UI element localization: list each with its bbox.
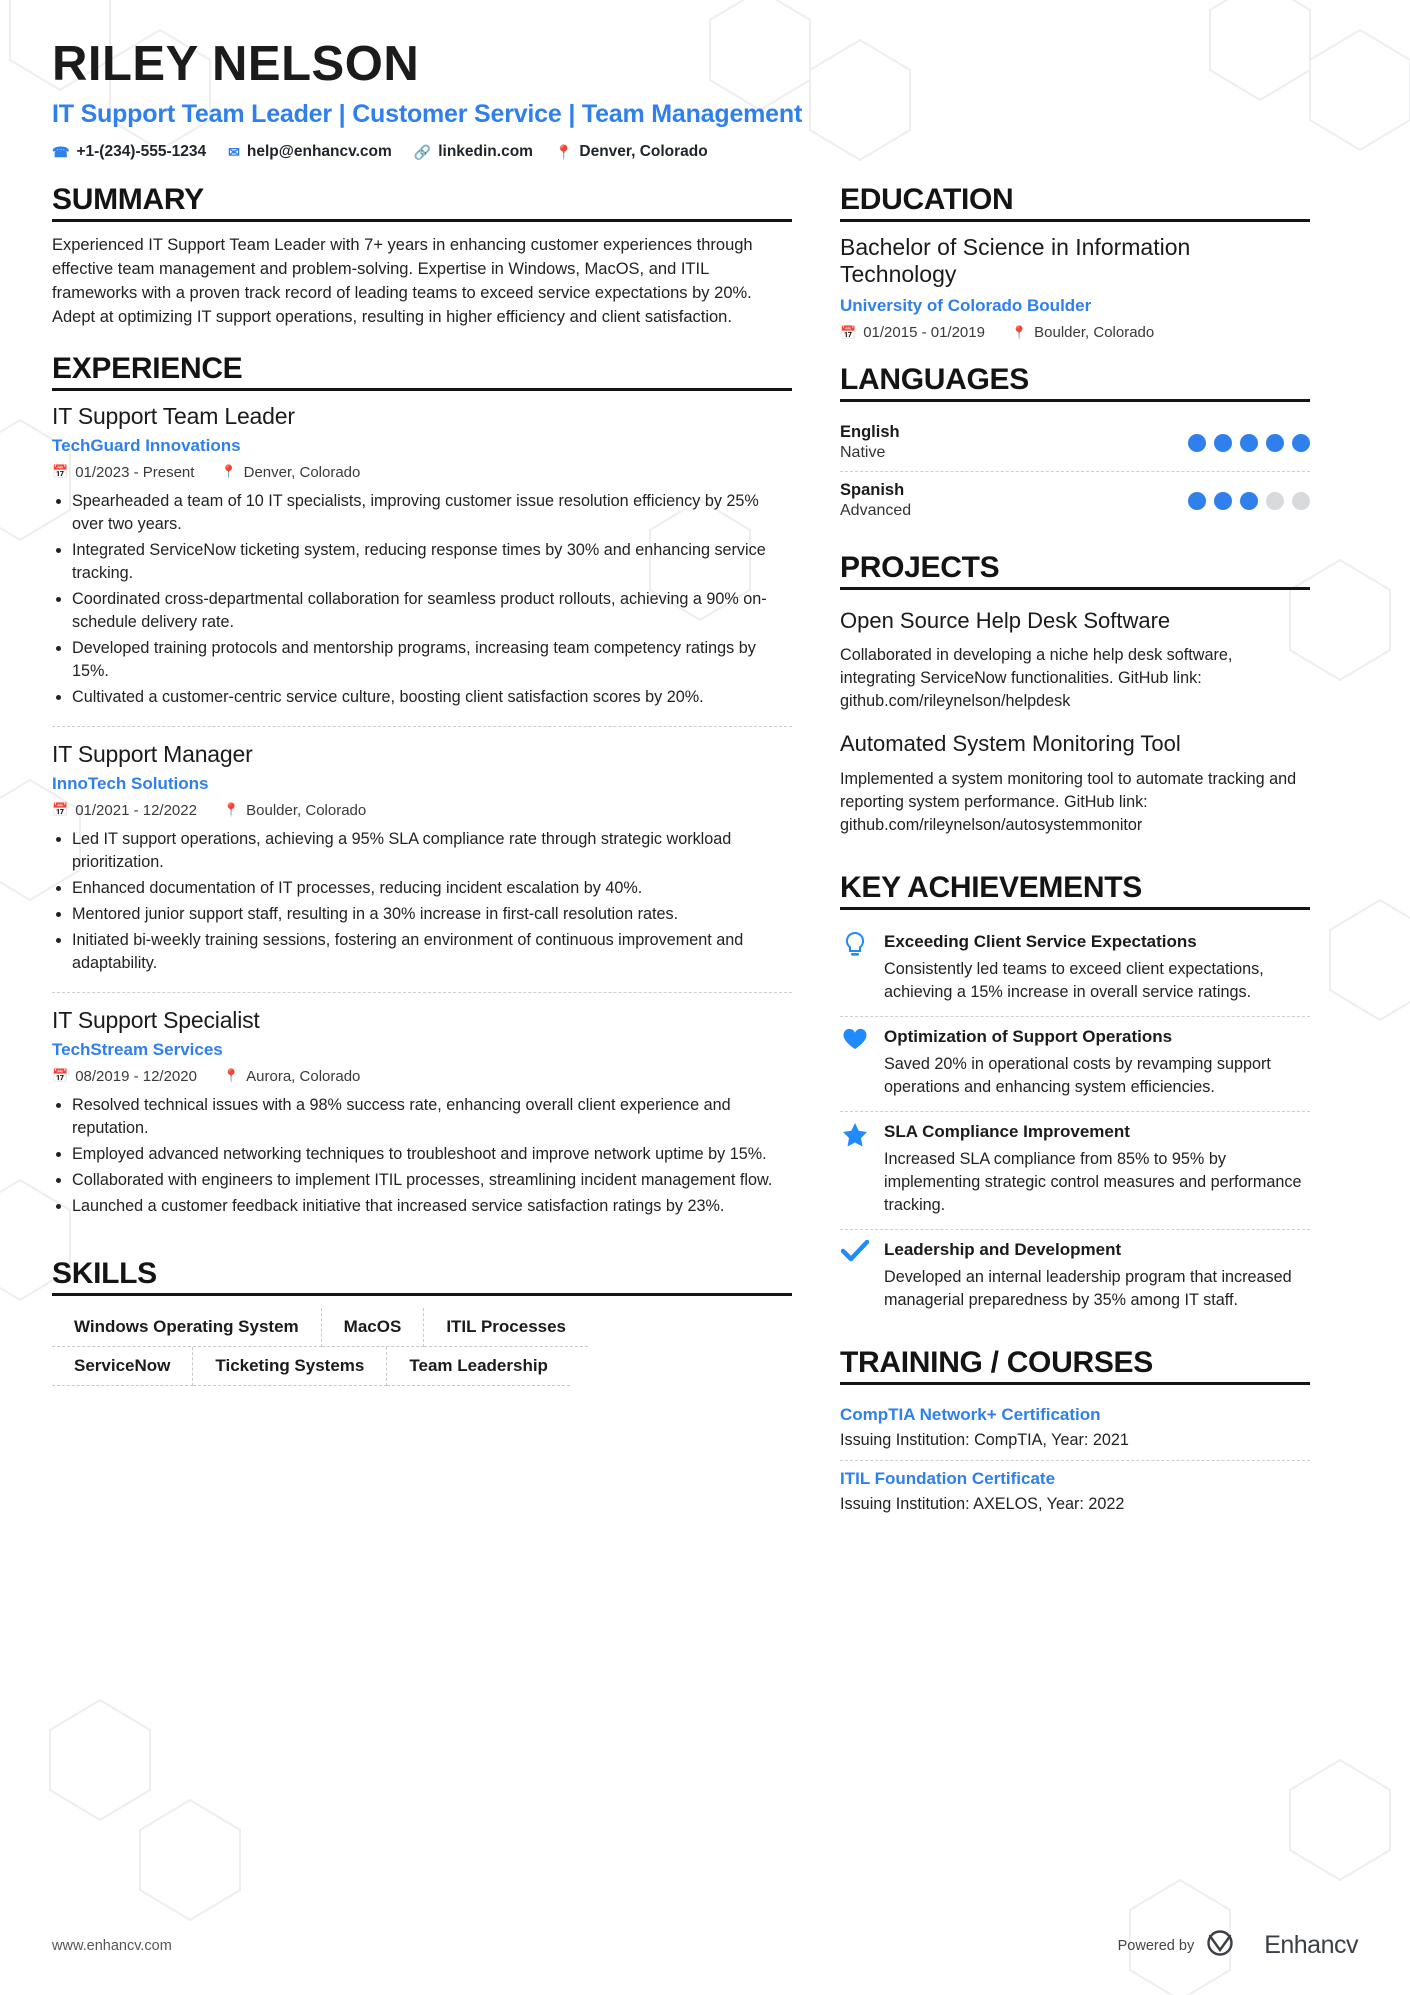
dot-filled — [1292, 434, 1310, 452]
education-meta — [840, 324, 1310, 341]
contact-phone[interactable] — [52, 143, 206, 161]
check-icon — [840, 1240, 870, 1312]
star-icon — [840, 1122, 870, 1217]
course-item — [840, 1461, 1310, 1524]
lightbulb-icon — [840, 932, 870, 1004]
job-location — [223, 802, 366, 819]
contact-linkedin[interactable] — [414, 143, 533, 161]
job-dates — [52, 1068, 197, 1085]
left-column — [52, 183, 792, 1408]
job-dates-text: 01/2021 - 12/2022 — [75, 801, 197, 819]
training-section-title: TRAINING / COURSES — [840, 1346, 1310, 1385]
experience-entry — [52, 1007, 792, 1235]
experience-section — [52, 352, 792, 1235]
education-section — [840, 183, 1310, 341]
education-location — [1011, 324, 1154, 341]
calendar-icon: 📅 — [52, 1068, 69, 1084]
achievement-title: Optimization of Support Operations — [884, 1026, 1173, 1046]
job-dates — [52, 464, 194, 481]
projects-section-title: PROJECTS — [840, 551, 1310, 590]
achievement-description: Increased SLA compliance from 85% to 95% by implementing strategic control measures and performance tracking. — [884, 1149, 1302, 1214]
right-column — [840, 183, 1310, 1546]
dot-filled — [1214, 434, 1232, 452]
contact-linkedin-text: linkedin.com — [438, 142, 533, 160]
language-level: Advanced — [840, 502, 912, 520]
languages-section-title: LANGUAGES — [840, 363, 1310, 402]
education-degree: Bachelor of Science in Information Technology — [840, 233, 1191, 288]
job-dates-text: 01/2023 - Present — [75, 463, 195, 481]
job-meta — [52, 1068, 792, 1085]
achievement-description: Consistently led teams to exceed client expectations, achieving a 15% increase in overall service ratings. — [884, 959, 1264, 1001]
project-title: Open Source Help Desk Software — [840, 608, 1171, 634]
skills-row — [52, 1347, 792, 1386]
page-title: RILEY NELSON — [52, 37, 420, 91]
course-item — [840, 1397, 1310, 1461]
job-bullet: • Employed advanced networking techniques to troubleshoot and improve network uptime by 15%. — [72, 1143, 792, 1166]
heart-icon — [840, 1027, 870, 1099]
job-location-text: Denver, Colorado — [243, 463, 361, 481]
project-entry — [840, 725, 1310, 848]
achievement-item — [840, 1112, 1310, 1230]
job-company: TechStream Services — [52, 1039, 223, 1059]
achievements-section — [840, 871, 1310, 1324]
job-location — [223, 1068, 360, 1085]
job-bullet: • Resolved technical issues with a 98% success rate, enhancing overall client experience and reputation. — [72, 1094, 792, 1140]
footer-brand: Enhancv — [1264, 1931, 1358, 1959]
professional-headline: IT Support Team Leader | Customer Service | Team Management — [52, 99, 803, 128]
language-item — [840, 414, 1310, 472]
job-bullet: • Spearheaded a team of 10 IT specialists, improving customer issue resolution efficiency by 25% over two years. — [72, 490, 792, 536]
resume-header — [52, 38, 1358, 161]
dot-filled — [1214, 492, 1232, 510]
project-title: Automated System Monitoring Tool — [840, 731, 1181, 757]
summary-section — [52, 183, 792, 330]
summary-text: Experienced IT Support Team Leader with 7+ years in enhancing customer experiences through effective team management and problem-solving. Expertise in Windows, MacOS, and ITIL frameworks with a proven track record of leading teams to exceed service expectations by 20%. Adept at optimizing IT support operations, resulting in higher efficiency and client satisfaction. — [52, 235, 753, 326]
skills-row — [52, 1308, 792, 1347]
job-bullet: • Enhanced documentation of IT processes, reducing incident escalation by 40%. — [72, 877, 792, 900]
page-footer — [0, 1930, 1410, 1961]
job-bullet: • Mentored junior support staff, resulting in a 30% increase in first-call resolution rates. — [72, 903, 792, 926]
skills-section — [52, 1257, 792, 1386]
footer-website[interactable]: www.enhancv.com — [52, 1937, 172, 1954]
calendar-icon: 📅 — [52, 464, 69, 480]
achievement-title: Exceeding Client Service Expectations — [884, 931, 1197, 951]
achievement-description: Developed an internal leadership program that increased managerial preparedness by 35% among IT staff. — [884, 1267, 1292, 1309]
achievement-description: Saved 20% in operational costs by revamping support operations and enhancing system efficiencies. — [884, 1054, 1271, 1096]
contact-email-text: help@enhancv.com — [246, 142, 392, 160]
footer-powered-by-label: Powered by — [1117, 1937, 1195, 1954]
job-meta — [52, 802, 792, 819]
achievement-item — [840, 922, 1310, 1017]
dot-filled — [1188, 434, 1206, 452]
contact-row — [52, 143, 1358, 161]
skill-chip: ITIL Processes — [424, 1308, 588, 1347]
course-meta: Issuing Institution: CompTIA, Year: 2021 — [840, 1430, 1129, 1449]
language-item — [840, 472, 1310, 529]
skill-chip: MacOS — [322, 1308, 425, 1347]
language-proficiency-dots — [1188, 492, 1310, 510]
language-name: Spanish — [840, 481, 905, 500]
job-location — [220, 464, 360, 481]
dot-filled — [1240, 434, 1258, 452]
summary-section-title: SUMMARY — [52, 183, 792, 222]
education-location-text: Boulder, Colorado — [1034, 324, 1155, 342]
skill-chip: Team Leadership — [387, 1347, 570, 1386]
job-dates — [52, 802, 197, 819]
job-location-text: Aurora, Colorado — [246, 1067, 361, 1085]
course-meta: Issuing Institution: AXELOS, Year: 2022 — [840, 1494, 1125, 1513]
job-bullets — [52, 828, 792, 975]
job-company: InnoTech Solutions — [52, 773, 209, 793]
skills-section-title: SKILLS — [52, 1257, 792, 1296]
skill-chip: ServiceNow — [52, 1347, 193, 1386]
achievement-title: SLA Compliance Improvement — [884, 1121, 1130, 1141]
language-level: Native — [840, 444, 886, 462]
location-icon: 📍 — [220, 464, 237, 480]
education-dates — [840, 324, 985, 341]
dot-filled — [1266, 434, 1284, 452]
experience-section-title: EXPERIENCE — [52, 352, 792, 391]
enhancv-logo-icon — [1206, 1930, 1252, 1961]
location-icon: 📍 — [1010, 324, 1028, 340]
education-dates-text: 01/2015 - 01/2019 — [863, 324, 985, 342]
job-title: IT Support Manager — [52, 740, 253, 767]
skill-chip: Windows Operating System — [52, 1308, 322, 1347]
language-name: English — [840, 423, 900, 442]
job-bullet: • Developed training protocols and mentorship programs, increasing team competency ratings by 15%. — [72, 637, 792, 683]
job-bullet: • Integrated ServiceNow ticketing system, reducing response times by 30% and enhancing service tracking. — [72, 539, 792, 585]
course-title: CompTIA Network+ Certification — [840, 1404, 1101, 1424]
job-bullet: • Coordinated cross-departmental collaboration for seamless product rollouts, achieving a 90% on-schedule delivery rate. — [72, 588, 792, 634]
course-title: ITIL Foundation Certificate — [840, 1468, 1056, 1488]
experience-entry — [52, 403, 792, 727]
location-icon: 📍 — [554, 143, 573, 160]
job-bullet: • Collaborated with engineers to implement ITIL processes, streamlining incident management flow. — [72, 1169, 792, 1192]
education-entry — [840, 234, 1310, 341]
achievements-section-title: KEY ACHIEVEMENTS — [840, 871, 1310, 910]
job-bullets — [52, 490, 792, 709]
job-bullet: • Launched a customer feedback initiative that increased service satisfaction ratings by 23%. — [72, 1195, 792, 1218]
job-title: IT Support Specialist — [52, 1006, 260, 1033]
job-title: IT Support Team Leader — [52, 402, 295, 429]
job-dates-text: 08/2019 - 12/2020 — [75, 1067, 197, 1085]
education-section-title: EDUCATION — [840, 183, 1310, 222]
dot-filled — [1188, 492, 1206, 510]
dot-filled — [1240, 492, 1258, 510]
phone-icon: ☎ — [52, 143, 70, 160]
contact-location — [555, 143, 708, 161]
job-company: TechGuard Innovations — [52, 435, 241, 455]
job-bullets — [52, 1094, 792, 1218]
project-entry — [840, 602, 1310, 725]
training-section — [840, 1346, 1310, 1524]
contact-email[interactable] — [228, 143, 392, 161]
achievement-item — [840, 1230, 1310, 1324]
education-school: University of Colorado Boulder — [840, 296, 1092, 316]
dot-empty — [1292, 492, 1310, 510]
job-bullet: • Cultivated a customer-centric service culture, boosting client satisfaction scores by 20%. — [72, 686, 792, 709]
calendar-icon: 📅 — [52, 802, 69, 818]
location-icon: 📍 — [222, 802, 240, 818]
location-icon: 📍 — [222, 1068, 240, 1084]
job-bullet: • Led IT support operations, achieving a 95% SLA compliance rate through strategic workload prioritization. — [72, 828, 792, 874]
project-description: Implemented a system monitoring tool to automate tracking and reporting system performance. GitHub link: github.com/rileynelson/autosystemmonitor — [840, 769, 1297, 834]
calendar-icon: 📅 — [840, 324, 857, 340]
projects-section — [840, 551, 1310, 849]
job-location-text: Boulder, Colorado — [246, 801, 367, 819]
job-bullet: • Initiated bi-weekly training sessions, fostering an environment of continuous improvement and adaptability. — [72, 929, 792, 975]
skill-chip: Ticketing Systems — [193, 1347, 387, 1386]
achievement-title: Leadership and Development — [884, 1239, 1122, 1259]
contact-phone-text: +1-(234)-555-1234 — [76, 142, 207, 160]
link-icon: 🔗 — [413, 143, 432, 160]
languages-section — [840, 363, 1310, 529]
achievement-item — [840, 1017, 1310, 1112]
language-proficiency-dots — [1188, 434, 1310, 452]
dot-empty — [1266, 492, 1284, 510]
contact-location-text: Denver, Colorado — [579, 142, 708, 160]
email-icon: ✉ — [228, 143, 240, 160]
experience-entry — [52, 741, 792, 993]
job-meta — [52, 464, 792, 481]
project-description: Collaborated in developing a niche help desk software, integrating ServiceNow functionalities. GitHub link: github.com/rileynelson/helpdesk — [840, 646, 1233, 711]
